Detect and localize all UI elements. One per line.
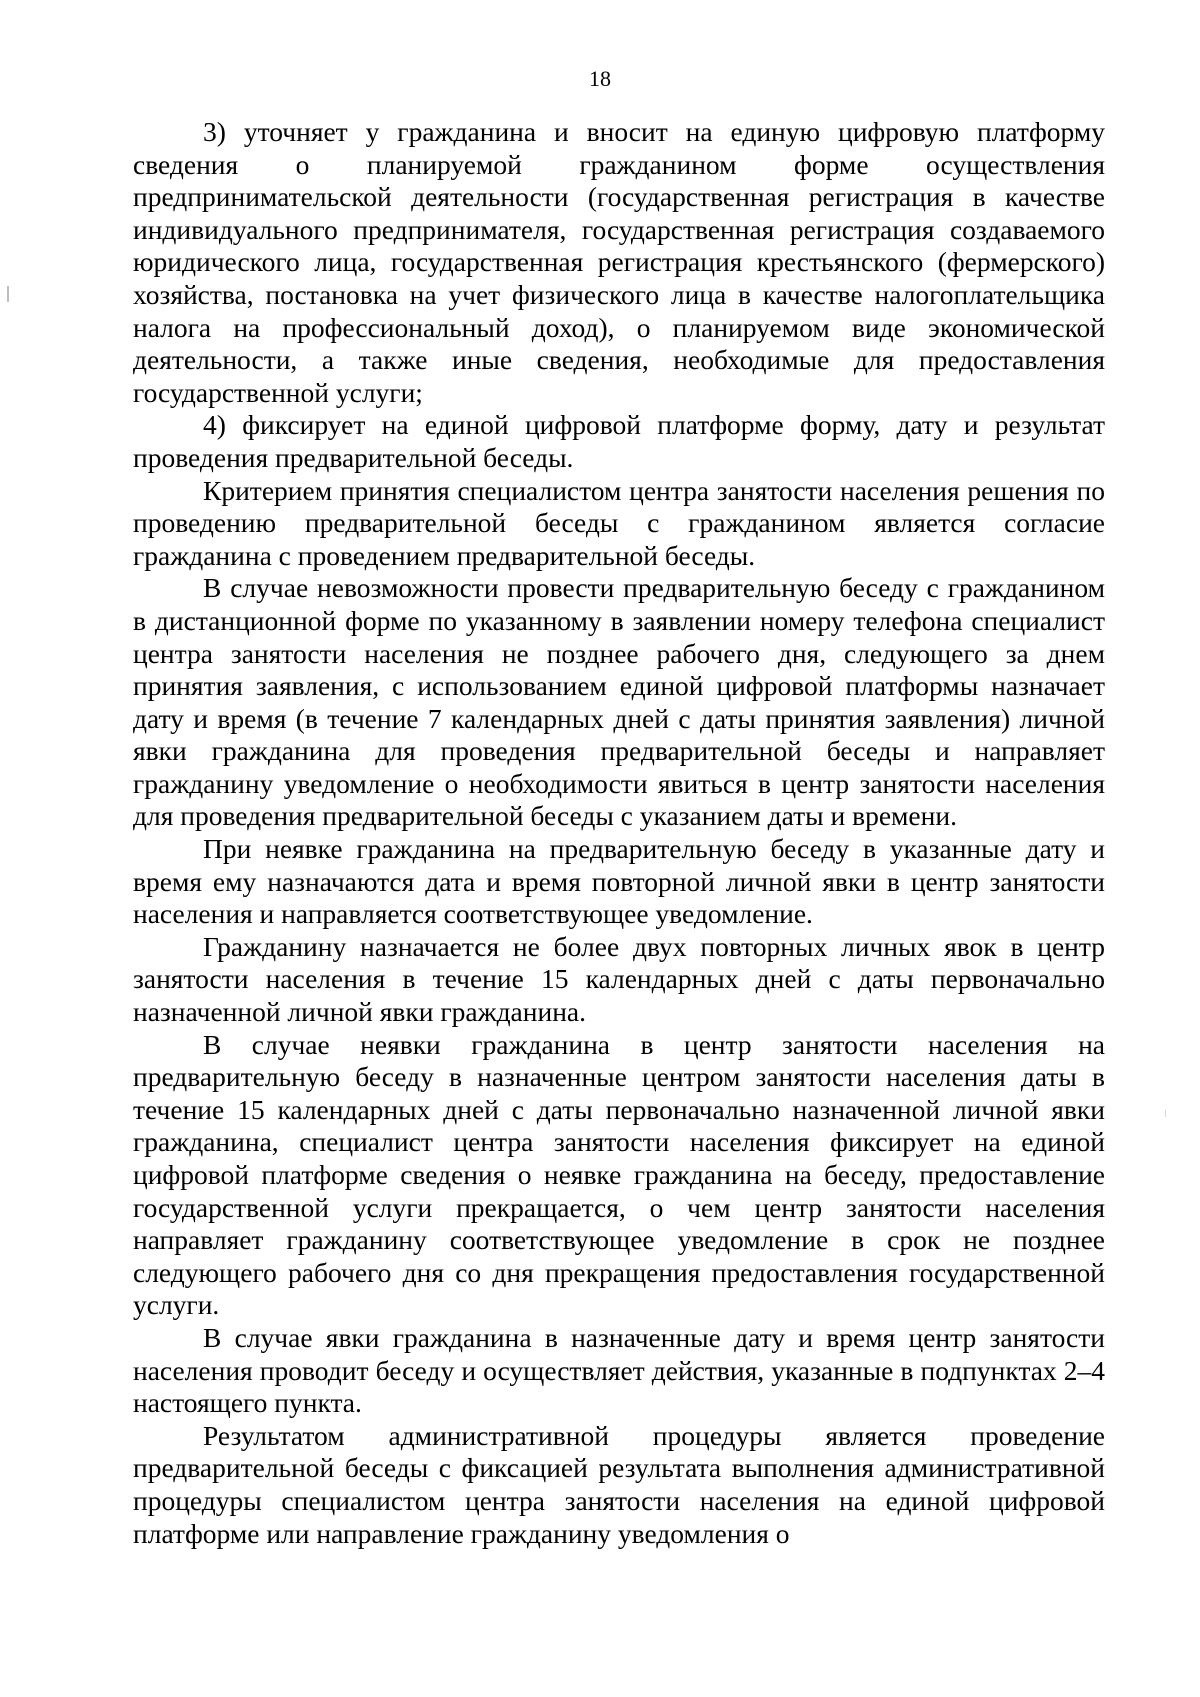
paragraph-subitem-3: 3) уточняет у гражданина и вносит на единую цифровую платформу сведения о планируемой гражданином форме осуществления предпринимательской деятельности (государственная регистрация в качестве индивидуального предпринимателя, государственная регистрация создаваемого юридического лица, государственная регистрация крестьянского (фермерского) хозяйства, постановка на учет физического лица в качестве налогоплательщика налога на профессиональный доход), о планируемом виде экономической деятельности, а также иные сведения, необходимые для предоставления государственной услуги;: [133, 116, 1105, 408]
paragraph-procedure-result: Результатом административной процедуры является проведение предварительной беседы с фиксацией результата выполнения административной процедуры специалистом центра занятости населения на единой цифровой платформе или направление гражданину уведомления о: [133, 1419, 1105, 1549]
paragraph-service-termination: В случае неявки гражданина в центр занятости населения на предварительную беседу в назначенные центром занятости населения даты в течение 15 календарных дней с даты первоначально назначенной личной явки гражданина, специалист центра занятости населения фиксирует на единой цифровой платформе сведения о неявке гражданина на беседу, предоставление государственной услуги прекращается, о чем центр занятости населения направляет гражданину соответствующее уведомление в срок не позднее следующего рабочего дня со дня прекращения предоставления государственной услуги.: [133, 1028, 1105, 1321]
paragraph-in-person-appointment: В случае невозможности провести предварительную беседу с гражданином в дистанционной форме по указанному в заявлении номеру телефона специалист центра занятости населения не позднее рабочего дня, следующего за днем принятия заявления, с использованием единой цифровой платформы назначает дату и время (в течение 7 календарных дней с даты принятия заявления) личной явки гражданина для проведения предварительной беседы и направляет гражданину уведомление о необходимости явиться в центр занятости населения для проведения предварительной беседы с указанием даты и времени.: [133, 572, 1105, 832]
paragraph-conversation-held: В случае явки гражданина в назначенные дату и время центр занятости населения проводит беседу и осуществляет действия, указанные в подпунктах 2–4 настоящего пункта.: [133, 1321, 1105, 1419]
document-body: [133, 116, 1105, 1550]
paragraph-appointment-limit: Гражданину назначается не более двух повторных личных явок в центр занятости населения в течение 15 календарных дней с даты первоначально назначенной личной явки гражданина.: [133, 930, 1105, 1028]
scan-artifact-mark: [1165, 1110, 1166, 1117]
paragraph-decision-criterion: Критерием принятия специалистом центра занятости населения решения по проведению предварительной беседы с гражданином является согласие гражданина с проведением предварительной беседы.: [133, 474, 1105, 571]
paragraph-subitem-4: 4) фиксирует на единой цифровой платформе форму, дату и результат проведения предварительной беседы.: [133, 409, 1105, 473]
paragraph-repeat-appointment: При неявке гражданина на предварительную беседу в указанные дату и время ему назначаются дата и время повторной личной явки в центр занятости населения и направляется соответствующее уведомление.: [133, 833, 1105, 930]
scan-artifact-mark: [7, 286, 9, 302]
page-number: 18: [589, 66, 611, 91]
